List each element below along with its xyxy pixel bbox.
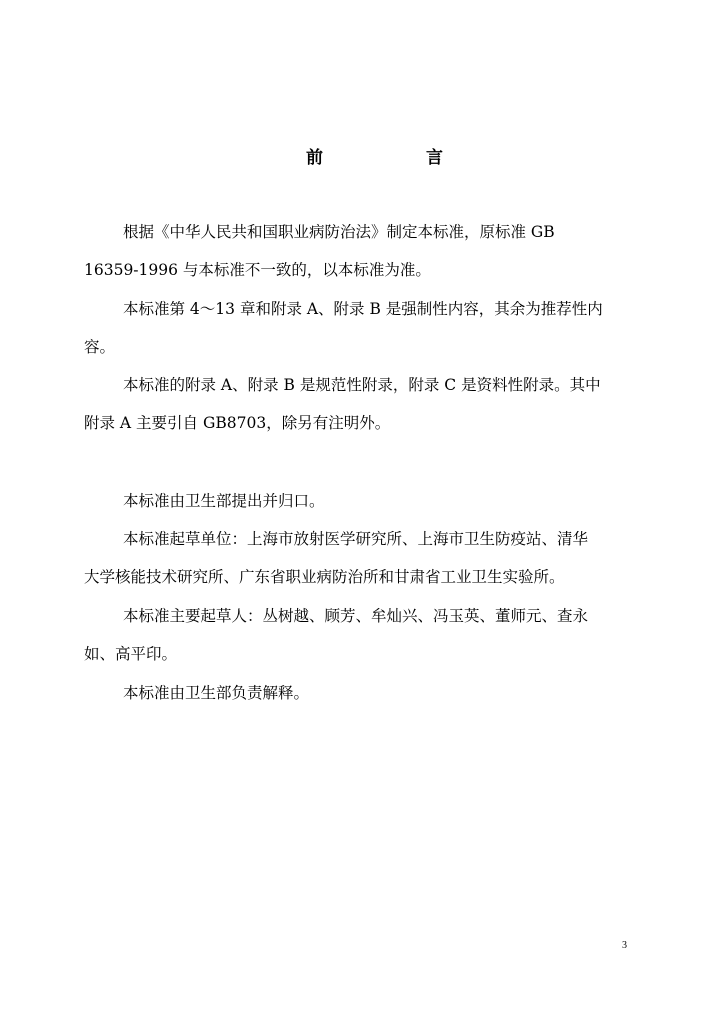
paragraph-proposer [84,482,632,520]
paragraph-line: 本标准由卫生部负责解释。 [123,684,310,702]
paragraph-origin [84,213,632,289]
paragraph-drafting-units [84,520,632,596]
paragraph-line: 本标准由卫生部提出并归口。 [123,492,325,510]
paragraph-line: 本标准起草单位：上海市放射医学研究所、上海市卫生防疫站、清华 [123,530,589,548]
paragraph-line: 容。 [84,338,116,356]
paragraph-mandatory [84,290,632,366]
paragraph-line: 大学核能技术研究所、广东省职业病防治所和甘肃省工业卫生实验所。 [84,568,565,586]
title-char-1: 前 [306,148,323,168]
title-char-2: 言 [426,148,443,168]
page-number: 3 [622,940,627,951]
paragraph-interpretation [84,674,632,712]
paragraph-line: 本标准的附录 A、附录 B 是规范性附录，附录 C 是资料性附录。其中 [123,376,601,394]
paragraph-appendix [84,366,632,442]
paragraph-line: 如、高平印。 [84,645,178,663]
page-title [0,143,724,173]
paragraph-line: 16359-1996 与本标准不一致的，以本标准为准。 [84,261,431,279]
paragraph-line: 本标准第 4～13 章和附录 A、附录 B 是强制性内容，其余为推荐性内 [123,300,603,318]
paragraph-line: 根据《中华人民共和国职业病防治法》制定本标准，原标准 GB [123,223,555,241]
paragraph-drafters [84,597,632,673]
paragraph-line: 附录 A 主要引自 GB8703，除另有注明外。 [84,414,391,432]
paragraph-line: 本标准主要起草人：丛树越、顾芳、牟灿兴、冯玉英、董师元、查永 [123,607,589,625]
